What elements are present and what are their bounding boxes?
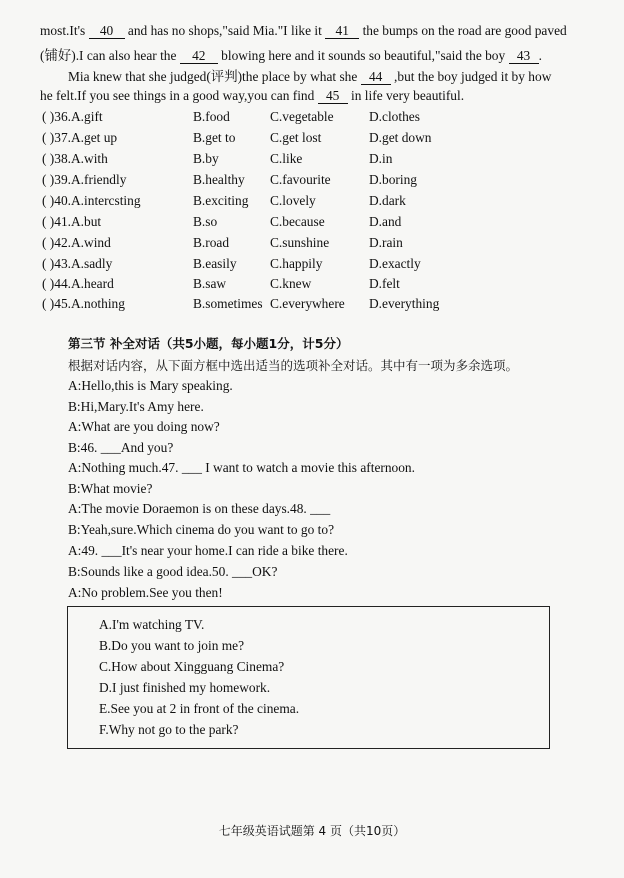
option-a: ( )42.A.wind: [42, 235, 111, 250]
option-d: D.and: [369, 214, 402, 229]
dialogue-line: B:What movie?: [68, 481, 153, 496]
page-footer: 七年级英语试题第 4 页（共10页）: [218, 824, 406, 838]
option-a: ( )40.A.intercsting: [42, 193, 141, 208]
option-c: C.vegetable: [270, 109, 334, 124]
choice-b: B.Do you want to join me?: [99, 638, 245, 653]
option-d: D.dark: [369, 193, 406, 208]
option-d: D.everything: [369, 296, 440, 311]
answer-blank-45: 45: [318, 89, 348, 104]
dialogue-line: B:46. ___And you?: [68, 440, 174, 455]
choice-f: F.Why not go to the park?: [99, 722, 239, 737]
option-d: D.exactly: [369, 256, 421, 271]
option-c: C.happily: [270, 256, 323, 271]
option-b: B.food: [193, 109, 230, 124]
passage-text: he felt.If you see things in a good way,you can find: [40, 88, 315, 103]
answer-blank-42: 42: [180, 49, 218, 64]
choice-d: D.I just finished my homework.: [99, 680, 271, 695]
dialogue-line: B:Sounds like a good idea.50. ___OK?: [68, 564, 278, 579]
choice-c: C.How about Xingguang Cinema?: [99, 659, 285, 674]
dialogue-line: A:Hello,this is Mary speaking.: [68, 378, 233, 393]
dialogue-line: B:Yeah,sure.Which cinema do you want to go to?: [68, 522, 335, 537]
option-c: C.lovely: [270, 193, 316, 208]
option-c: C.get lost: [270, 130, 322, 145]
choice-a: A.I'm watching TV.: [99, 617, 205, 632]
option-c: C.knew: [270, 276, 312, 291]
dialogue-line: A:The movie Doraemon is on these days.48. ___: [68, 501, 331, 516]
option-d: D.boring: [369, 172, 417, 187]
passage-line-4: [40, 88, 464, 104]
answer-blank-40: 40: [89, 24, 125, 39]
option-a: ( )43.A.sadly: [42, 256, 113, 271]
dialogue-line: A:49. ___It's near your home.I can ride a bike there.: [68, 543, 348, 558]
answer-blank-43: 43: [509, 49, 539, 64]
option-b: B.healthy: [193, 172, 245, 187]
option-b: B.road: [193, 235, 230, 250]
passage-text: and has no shops,"said Mia."I like it: [127, 23, 322, 38]
option-b: B.by: [193, 151, 219, 166]
section-instruction: 根据对话内容，从下面方框中选出适当的选项补全对话。其中有一项为多余选项。: [68, 358, 519, 373]
answer-blank-41: 41: [325, 24, 359, 39]
passage-text: the bumps on the road are good paved: [362, 23, 567, 38]
dialogue-line: A:Nothing much.47. ___ I want to watch a movie this afternoon.: [68, 460, 415, 475]
passage-text: blowing here and it sounds so beautiful,"said the boy: [221, 48, 506, 63]
option-d: D.get down: [369, 130, 432, 145]
option-b: B.sometimes: [193, 296, 263, 311]
option-c: C.like: [270, 151, 303, 166]
option-d: D.felt: [369, 276, 400, 291]
passage-text: most.It's: [40, 23, 86, 38]
passage-text: in life very beautiful.: [351, 88, 465, 103]
option-a: ( )44.A.heard: [42, 276, 114, 291]
option-c: C.favourite: [270, 172, 331, 187]
choice-e: E.See you at 2 in front of the cinema.: [99, 701, 300, 716]
dialogue-line: A:No problem.See you then!: [68, 585, 223, 600]
option-a: ( )37.A.get up: [42, 130, 118, 145]
option-b: B.exciting: [193, 193, 249, 208]
passage-line-1: [40, 23, 567, 39]
passage-text: Mia knew that she judged(评判)the place by what she: [68, 69, 358, 84]
choices-box: [67, 606, 550, 749]
dialogue-line: A:What are you doing now?: [68, 419, 220, 434]
section-title: 第三节 补全对话（共5小题，每小题1分，计5分）: [68, 336, 349, 351]
passage-text: (铺好).I can also hear the: [40, 48, 177, 63]
passage-text: .: [538, 48, 542, 63]
option-d: D.rain: [369, 235, 403, 250]
passage-line-3: [68, 66, 551, 85]
option-c: C.everywhere: [270, 296, 345, 311]
option-a: ( )38.A.with: [42, 151, 108, 166]
option-c: C.because: [270, 214, 325, 229]
option-d: D.in: [369, 151, 393, 166]
option-b: B.so: [193, 214, 218, 229]
option-a: ( )39.A.friendly: [42, 172, 127, 187]
option-b: B.get to: [193, 130, 236, 145]
passage-line-2: [40, 45, 542, 64]
option-a: ( )36.A.gift: [42, 109, 103, 124]
option-a: ( )45.A.nothing: [42, 296, 125, 311]
option-c: C.sunshine: [270, 235, 330, 250]
option-a: ( )41.A.but: [42, 214, 102, 229]
dialogue-line: B:Hi,Mary.It's Amy here.: [68, 399, 204, 414]
answer-blank-44: 44: [361, 70, 391, 85]
option-b: B.saw: [193, 276, 227, 291]
option-d: D.clothes: [369, 109, 420, 124]
passage-text: ,but the boy judged it by how: [394, 69, 552, 84]
option-b: B.easily: [193, 256, 237, 271]
